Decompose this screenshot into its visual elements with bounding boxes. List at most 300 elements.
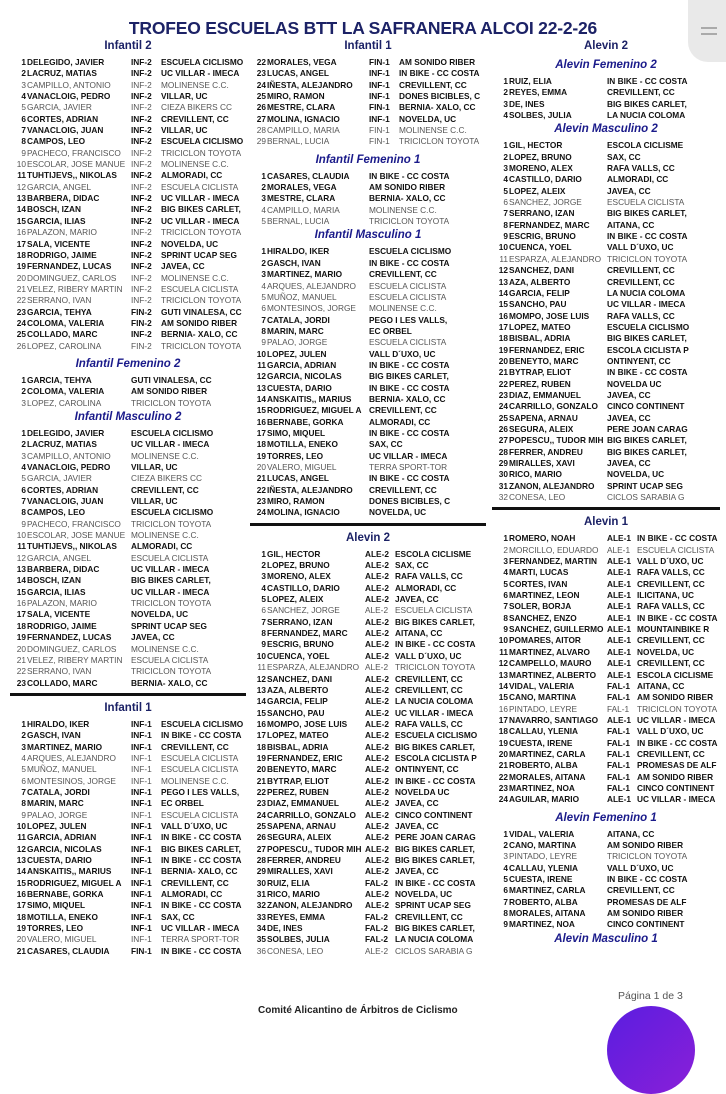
result-row — [10, 946, 246, 957]
rider-name: SIMO, MIQUEL — [27, 900, 86, 911]
rider-name: PALAO, JORGE — [27, 809, 88, 820]
club: IN BIKE - CC COSTA — [369, 359, 450, 370]
result-row — [250, 923, 486, 934]
rider-name: CUESTA, IRENE — [509, 874, 573, 884]
result-row — [492, 288, 720, 299]
position: 23 — [256, 798, 266, 809]
rider-name: ESCOLAR, JOSE MANUE — [27, 159, 126, 170]
club: CREVILLENT, CC — [395, 684, 463, 695]
club: ESCUELA CICLISMO — [369, 246, 452, 257]
club: VILLAR, UC — [131, 462, 178, 472]
category: INF-2 — [131, 329, 152, 340]
result-row — [250, 946, 486, 957]
results-section — [250, 152, 486, 228]
position: 10 — [498, 635, 508, 646]
position: 18 — [498, 726, 508, 737]
position: 18 — [16, 620, 26, 631]
position: 10 — [16, 820, 26, 831]
club: CREVILLENT, CC — [637, 748, 705, 759]
position: 2 — [21, 68, 26, 79]
position: 6 — [21, 113, 26, 124]
position: 29 — [256, 136, 266, 147]
result-row — [10, 900, 246, 911]
rider-name: CANO, MARTINA — [509, 839, 577, 850]
position: 3 — [503, 851, 508, 862]
position: 12 — [16, 181, 26, 192]
position: 16 — [256, 416, 266, 427]
rider-name: LACRUZ, MATIAS — [27, 68, 97, 79]
result-row — [492, 863, 720, 874]
rider-name: ZANON, ALEJANDRO — [267, 900, 353, 911]
result-row — [250, 57, 486, 68]
position: 4 — [21, 91, 26, 102]
club: BIG BIKES CARLET, — [607, 435, 687, 446]
result-row — [492, 87, 720, 98]
club: NOVELDA, UC — [637, 646, 695, 657]
result-row — [492, 322, 720, 333]
club: BIG BIKES CARLET, — [607, 333, 687, 344]
result-row — [10, 91, 246, 102]
result-row — [492, 231, 720, 242]
rider-name: RICO, MARIO — [267, 889, 321, 900]
category: FIN-1 — [369, 136, 390, 147]
position: 18 — [16, 911, 26, 922]
rider-name: GASCH, IVAN — [267, 257, 321, 268]
rider-name: SANCHEZ, DANI — [267, 673, 332, 684]
results-section — [10, 409, 246, 689]
category: INF-2 — [131, 283, 152, 294]
result-row — [10, 866, 246, 877]
rider-name: REYES, EMMA — [267, 911, 326, 922]
rider-name: ESCOLAR, JOSE MANUE — [27, 530, 126, 541]
club: RAFA VALLS, CC — [607, 310, 675, 321]
result-row — [10, 598, 246, 609]
club: IN BIKE - CC COSTA — [395, 877, 476, 888]
result-row — [10, 632, 246, 643]
club: CREVILLENT, CC — [369, 484, 437, 495]
club: NOVELDA UC — [607, 378, 662, 389]
club: TRICICLON TOYOTA — [161, 340, 242, 351]
rider-name: CUENCA, YOEL — [267, 650, 330, 661]
result-row — [10, 462, 246, 473]
rider-name: PINTADO, LEYRE — [509, 703, 578, 714]
category: INF-1 — [131, 923, 152, 934]
result-row — [250, 360, 486, 371]
rider-name: FERNANDEZ, ERIC — [267, 752, 343, 763]
rider-name: LOPEZ, JULEN — [267, 348, 327, 359]
position: 4 — [261, 280, 266, 291]
club: TERRA SPORT-TOR — [161, 934, 240, 945]
position: 20 — [16, 934, 26, 945]
result-row — [10, 719, 246, 730]
rider-name: BENEYTO, MARC — [509, 355, 579, 366]
position: 26 — [256, 102, 266, 113]
result-row — [10, 912, 246, 923]
position: 11 — [257, 359, 266, 370]
rider-name: SANCHEZ, DANI — [509, 265, 574, 276]
category: ALE-1 — [607, 669, 631, 680]
position: 22 — [498, 771, 508, 782]
club: JAVEA, CC — [161, 261, 205, 272]
position: 4 — [21, 462, 26, 472]
position: 2 — [503, 839, 508, 850]
category: ALE-2 — [365, 752, 389, 763]
club: ESCUELA CICLISTA — [131, 654, 209, 665]
rider-name: LOPEZ, BRUNO — [267, 560, 330, 571]
category: INF-2 — [131, 136, 152, 147]
result-row — [492, 726, 720, 737]
category: ALE-1 — [607, 658, 631, 669]
rider-name: MORALES, AITANA — [509, 908, 586, 919]
category: ALE-2 — [365, 730, 389, 741]
club: GUTI VINALESA, CC — [131, 374, 212, 385]
club: MOLINENSE C.C. — [161, 79, 229, 90]
category: INF-1 — [369, 113, 390, 124]
category: ALE-2 — [365, 696, 389, 707]
rider-name: RODRIGUEZ, MIGUEL A — [267, 405, 362, 416]
category: ALE-1 — [607, 544, 631, 555]
result-row — [10, 810, 246, 821]
result-row — [10, 742, 246, 753]
menu-icon-bar — [701, 27, 717, 29]
rider-name: GARCIA, TEHYA — [27, 306, 92, 317]
rider-name: ANSKAITIS,, MARIUS — [267, 393, 352, 404]
club: SPRINT UCAP SEG — [395, 900, 471, 911]
club: TRICICLON TOYOTA — [399, 136, 480, 147]
position: 21 — [256, 775, 266, 786]
category: INF-2 — [131, 102, 152, 113]
rider-name: DOMINGUEZ, CARLOS — [27, 643, 117, 654]
club: VALL D´UXO, UC — [161, 820, 228, 831]
position: 14 — [16, 204, 26, 215]
result-row — [492, 333, 720, 344]
rider-name: TUHTIJEVS,, NIKOLAS — [27, 541, 117, 552]
club: LA NUCIA COLOMA — [395, 696, 474, 707]
result-row — [10, 136, 246, 147]
position: 2 — [503, 544, 508, 555]
club: ONTINYENT, CC — [395, 764, 459, 775]
result-row — [10, 398, 246, 409]
result-row — [492, 533, 720, 544]
position: 11 — [257, 662, 266, 673]
position: 33 — [256, 911, 266, 922]
result-row — [250, 349, 486, 360]
rider-name: VANACLOIG, JUAN — [27, 496, 104, 507]
position: 34 — [256, 923, 266, 934]
position: 20 — [16, 643, 26, 654]
position: 19 — [498, 344, 508, 355]
club: AM SONIDO RIBER — [161, 317, 238, 328]
club: EC ORBEL — [369, 325, 412, 336]
category: ALE-2 — [365, 820, 389, 831]
rider-name: CASARES, CLAUDIA — [27, 945, 110, 956]
result-row — [10, 114, 246, 125]
rider-name: MORENO, ALEX — [267, 571, 331, 582]
club: ALMORADI, CC — [161, 889, 223, 900]
club: BIG BIKES CARLET, — [607, 98, 687, 109]
club: IN BIKE - CC COSTA — [637, 612, 718, 623]
rider-name: SERRANO, IZAN — [267, 616, 333, 627]
result-row — [492, 794, 720, 805]
position: 2 — [261, 560, 266, 571]
rider-name: TORRES, LEO — [27, 923, 84, 934]
rider-name: FERNANDEZ, MARC — [509, 219, 590, 230]
position: 21 — [16, 945, 26, 956]
rider-name: ROBERTO, ALBA — [509, 896, 578, 907]
rider-name: CUESTA, DARIO — [27, 855, 92, 865]
result-row — [492, 670, 720, 681]
category: INF-2 — [131, 91, 152, 102]
position: 1 — [261, 548, 266, 559]
position: 8 — [503, 219, 508, 230]
club: BERNIA- XALO, CC — [161, 866, 238, 877]
rider-name: LOPEZ, JULEN — [27, 820, 87, 831]
position: 8 — [261, 628, 266, 639]
position: 22 — [256, 786, 266, 797]
rider-name: RODRIGO, JAIME — [27, 620, 97, 631]
result-row — [492, 447, 720, 458]
category: INF-1 — [131, 775, 152, 786]
category: FIN-1 — [131, 945, 152, 956]
section-title: Alevin Masculino 1 — [554, 932, 658, 945]
position: 22 — [498, 378, 508, 389]
club: AM SONIDO RIBER — [607, 908, 684, 919]
rider-name: LOPEZ, MATEO — [509, 321, 571, 332]
rider-name: POMARES, AITOR — [509, 635, 581, 646]
rider-name: CONESA, LEO — [267, 945, 324, 956]
club: NOVELDA, UC — [161, 238, 219, 249]
rider-name: GARCIA, ADRIAN — [27, 832, 97, 843]
position: 15 — [16, 877, 26, 888]
position: 25 — [256, 820, 266, 831]
category: FAL-1 — [607, 692, 631, 703]
position: 17 — [498, 321, 508, 332]
club: AITANA, CC — [637, 680, 685, 691]
result-row — [250, 571, 486, 582]
club: EC ORBEL — [161, 798, 204, 809]
result-row — [250, 685, 486, 696]
result-row — [250, 114, 486, 125]
club: JAVEA, CC — [395, 798, 439, 809]
rider-name: MIRO, RAMON — [267, 496, 325, 507]
result-row — [10, 329, 246, 340]
result-row — [492, 76, 720, 87]
rider-name: BERNAL, LUCIA — [267, 136, 330, 147]
position: 3 — [261, 571, 266, 582]
club: CREVILLENT, CC — [637, 658, 705, 669]
position: 12 — [256, 371, 266, 382]
category: ALE-1 — [607, 578, 631, 589]
rider-name: BYTRAP, ELIOT — [267, 775, 330, 786]
result-row — [10, 609, 246, 620]
category: INF-1 — [131, 866, 152, 877]
position: 25 — [498, 412, 508, 423]
result-row — [492, 242, 720, 253]
rider-name: GARCIA, JAVIER — [27, 473, 92, 484]
position: 12 — [16, 843, 26, 854]
result-row — [492, 635, 720, 646]
result-row — [250, 912, 486, 923]
floating-action-button[interactable] — [607, 1006, 695, 1094]
rider-name: DELEGIDO, JAVIER — [27, 427, 105, 438]
rider-name: PALAO, JORGE — [267, 337, 328, 348]
result-row — [250, 281, 486, 292]
category: ALE-2 — [365, 650, 389, 661]
position: 11 — [499, 253, 508, 264]
rider-name: PINTADO, LEYRE — [509, 851, 578, 862]
result-row — [250, 605, 486, 616]
results-section — [10, 38, 246, 352]
position: 24 — [256, 79, 266, 90]
position: 14 — [256, 696, 266, 707]
category: INF-2 — [131, 249, 152, 260]
club: ESCUELA CICLISTA — [395, 605, 473, 616]
club: TERRA SPORT-TOR — [369, 462, 448, 472]
category: INF-1 — [131, 741, 152, 752]
rider-name: FERRER, ANDREU — [509, 446, 583, 457]
rider-name: GARCIA, ADRIAN — [267, 359, 337, 370]
position: 16 — [498, 310, 508, 321]
position: 12 — [498, 658, 508, 669]
position: 9 — [261, 639, 266, 650]
rider-name: BOSCH, IZAN — [27, 575, 81, 586]
club: IN BIKE - CC COSTA — [161, 730, 242, 741]
result-row — [250, 810, 486, 821]
position: 20 — [256, 462, 266, 472]
position: 32 — [256, 900, 266, 911]
club: CINCO CONTINENT — [395, 809, 473, 820]
result-row — [492, 556, 720, 567]
club: IN BIKE - CC COSTA — [369, 473, 450, 484]
result-row — [492, 567, 720, 578]
rider-name: SANCHEZ, JORGE — [509, 197, 582, 208]
position: 24 — [256, 507, 266, 518]
club: ESCUELA CICLISTA — [161, 283, 239, 294]
position: 5 — [503, 578, 508, 589]
position: 3 — [503, 163, 508, 174]
result-row — [10, 239, 246, 250]
club: VALL D´UXO, UC — [637, 726, 704, 737]
result-row — [492, 874, 720, 885]
results-section — [492, 810, 720, 931]
club: CINCO CONTINENT — [637, 782, 715, 793]
club: IN BIKE - CC COSTA — [607, 874, 688, 884]
club: VALL D´UXO, UC — [395, 650, 462, 661]
position: 1 — [21, 374, 26, 385]
result-row — [10, 473, 246, 484]
position: 3 — [21, 741, 26, 752]
result-row — [250, 651, 486, 662]
result-row — [250, 394, 486, 405]
club: ESCUELA CICLISMO — [131, 507, 214, 518]
category: INF-1 — [131, 764, 152, 775]
rider-name: AGUILAR, MARIO — [509, 794, 580, 805]
rider-name: LOPEZ, MATEO — [267, 730, 329, 741]
category: INF-1 — [131, 843, 152, 854]
category: INF-2 — [131, 295, 152, 306]
rider-name: PEREZ, RUBEN — [267, 786, 329, 797]
club: ESCUELA CICLISMO — [395, 730, 478, 741]
category: ALE-2 — [365, 605, 389, 616]
position: 10 — [256, 348, 266, 359]
position: 18 — [16, 249, 26, 260]
club: VALL D´UXO, UC — [607, 242, 674, 253]
rider-name: MUÑOZ, MANUEL — [27, 764, 97, 775]
category: ALE-1 — [607, 612, 631, 623]
position: 13 — [16, 564, 26, 575]
club: RAFA VALLS, CC — [395, 571, 463, 582]
rider-name: GARCIA, FELIP — [509, 287, 570, 298]
position: 15 — [498, 692, 508, 703]
result-row — [10, 307, 246, 318]
category: ALE-2 — [365, 786, 389, 797]
rider-name: PALAZON, MARIO — [27, 227, 97, 238]
result-row — [250, 674, 486, 685]
position: 4 — [503, 110, 508, 121]
position: 29 — [498, 458, 508, 468]
rider-name: SALA, VICENTE — [27, 609, 91, 620]
rider-name: RUIZ, ELIA — [509, 76, 552, 86]
rider-name: BOSCH, IZAN — [27, 204, 81, 215]
position: 5 — [261, 216, 266, 227]
position: 3 — [503, 556, 508, 567]
club: DONES BICIBLES, C — [369, 496, 451, 507]
category: INF-1 — [131, 786, 152, 797]
result-row — [492, 829, 720, 840]
position: 28 — [256, 125, 266, 136]
result-row — [250, 934, 486, 945]
category: INF-2 — [131, 215, 152, 226]
section-title: Alevin Masculino 2 — [554, 123, 658, 136]
results-section — [250, 530, 486, 957]
position: 6 — [503, 197, 508, 208]
category: ALE-2 — [365, 707, 389, 718]
result-row — [492, 152, 720, 163]
club: BERNIA- XALO, CC — [369, 193, 446, 204]
rider-name: COLOMA, VALERIA — [27, 317, 105, 328]
position: 2 — [21, 439, 26, 450]
position: 1 — [261, 246, 266, 257]
club: VALL D´UXO, UC — [637, 556, 704, 567]
rider-name: FERNANDEZ, MARC — [267, 628, 348, 639]
club: IN BIKE - CC COSTA — [369, 427, 450, 438]
section-title: Alevin 2 — [583, 40, 629, 52]
club: CREVILLENT, CC — [637, 578, 705, 589]
category: ALE-2 — [365, 764, 389, 775]
result-row — [250, 507, 486, 518]
rider-name: CASTILLO, DARIO — [509, 174, 582, 185]
result-row — [10, 170, 246, 181]
club: ALMORADI, CC — [395, 582, 457, 593]
position: 25 — [16, 329, 26, 340]
rider-name: PACHECO, FRANCISCO — [27, 147, 121, 158]
category: ALE-1 — [607, 556, 631, 567]
club: BIG BIKES CARLET, — [161, 843, 241, 854]
rider-name: FERNANDEZ, MARTIN — [509, 556, 598, 567]
result-row — [492, 613, 720, 624]
rider-name: MARIN, MARC — [267, 325, 324, 336]
position: 22 — [16, 666, 26, 677]
club: TRICICLON TOYOTA — [607, 851, 688, 862]
club: BIG BIKES CARLET, — [395, 741, 475, 752]
menu-button[interactable] — [688, 0, 726, 62]
category: FAL-2 — [365, 923, 389, 934]
rider-name: ESPARZA, ALEJANDRO — [267, 662, 360, 673]
club: JAVEA, CC — [395, 820, 439, 831]
category: ALE-1 — [607, 590, 631, 601]
rider-name: CUENCA, YOEL — [509, 242, 572, 253]
result-row — [492, 601, 720, 612]
